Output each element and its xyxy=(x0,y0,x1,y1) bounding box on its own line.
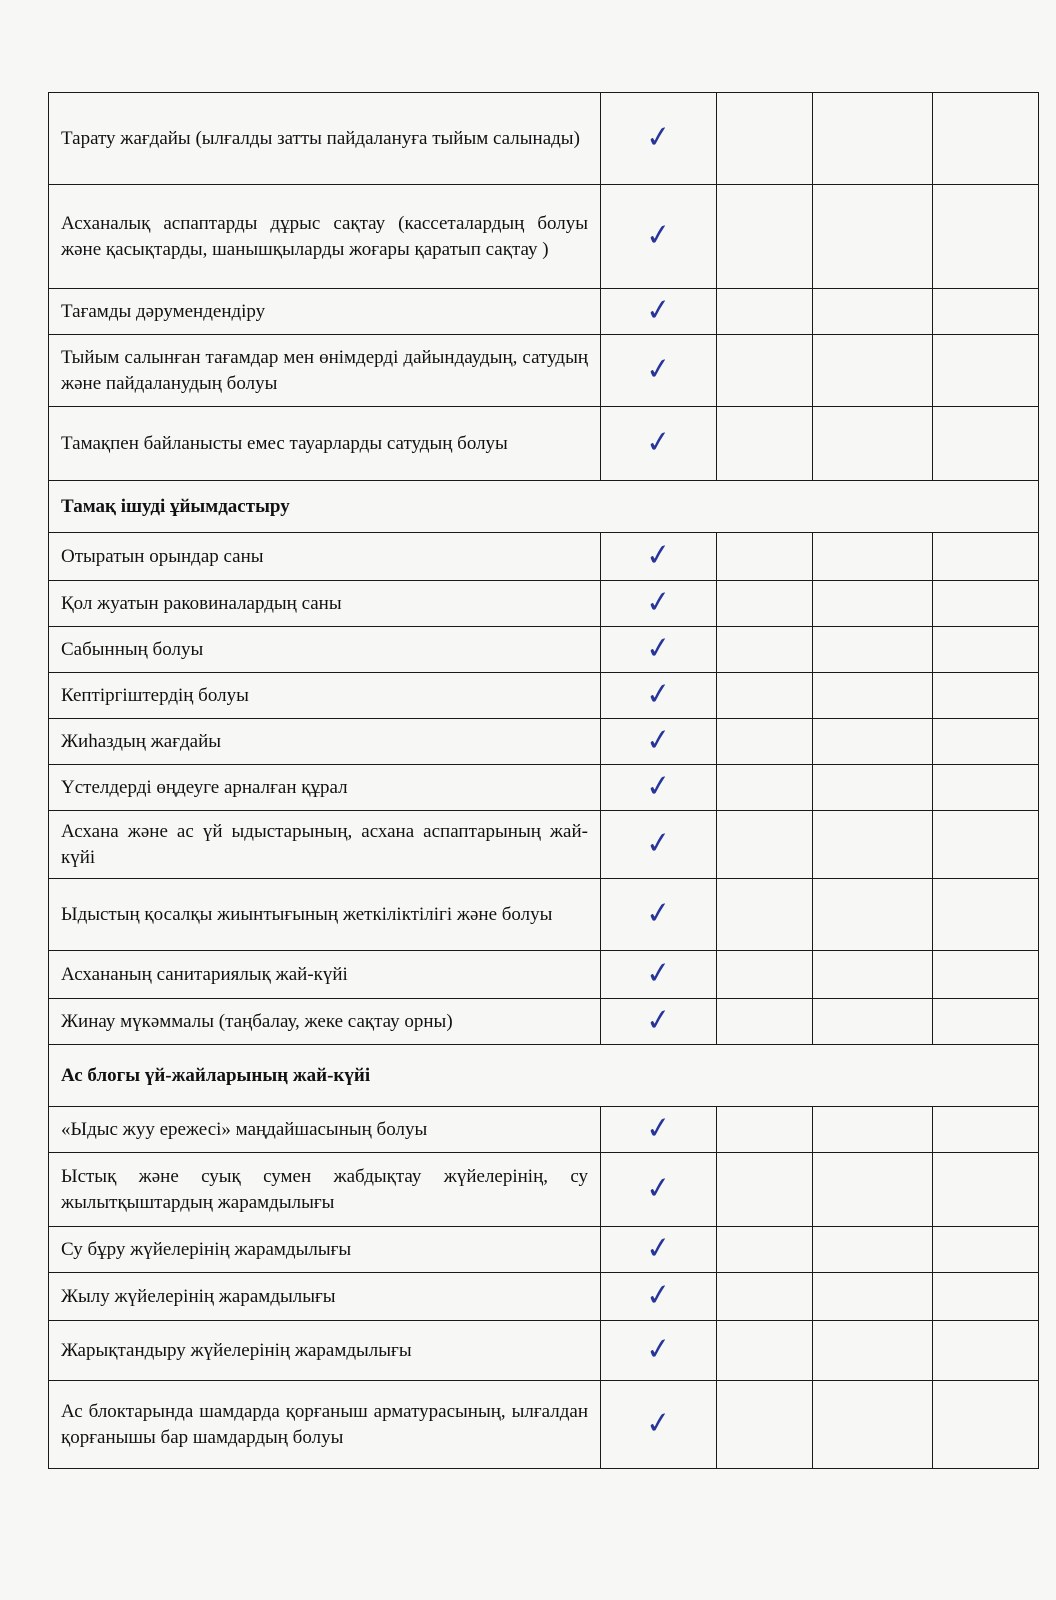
empty-cell xyxy=(717,185,813,289)
empty-cell xyxy=(813,999,933,1045)
empty-cell xyxy=(933,673,1039,719)
empty-cell xyxy=(717,673,813,719)
empty-cell xyxy=(717,627,813,673)
empty-cell xyxy=(717,1153,813,1227)
requirement-text: Су бұру жүйелерінің жарамдылығы xyxy=(49,1227,601,1273)
empty-cell xyxy=(933,533,1039,581)
empty-cell xyxy=(813,879,933,951)
empty-cell xyxy=(813,1321,933,1381)
empty-cell xyxy=(717,1227,813,1273)
empty-cell xyxy=(933,951,1039,999)
table-row xyxy=(49,765,1039,811)
checkmark-icon: ✓ xyxy=(644,1001,673,1040)
empty-cell xyxy=(933,879,1039,951)
compliance-cell xyxy=(601,1153,717,1227)
requirement-text: Тарату жағдайы (ылғалды затты пайдалануға тыйым салынады) xyxy=(49,93,601,185)
empty-cell xyxy=(933,1227,1039,1273)
empty-cell xyxy=(813,951,933,999)
checkmark-icon: ✓ xyxy=(644,894,673,933)
empty-cell xyxy=(717,1381,813,1469)
empty-cell xyxy=(933,1107,1039,1153)
empty-cell xyxy=(813,1273,933,1321)
empty-cell xyxy=(933,407,1039,481)
table-row xyxy=(49,1107,1039,1153)
empty-cell xyxy=(717,765,813,811)
table-row xyxy=(49,1153,1039,1227)
requirement-text: Жылу жүйелерінің жарамдылығы xyxy=(49,1273,601,1321)
empty-cell xyxy=(933,289,1039,335)
empty-cell xyxy=(813,673,933,719)
compliance-cell xyxy=(601,627,717,673)
empty-cell xyxy=(717,1321,813,1381)
empty-cell xyxy=(813,627,933,673)
checkmark-icon: ✓ xyxy=(644,216,673,255)
empty-cell xyxy=(813,1153,933,1227)
empty-cell xyxy=(933,335,1039,407)
table-row xyxy=(49,1381,1039,1469)
checkmark-icon: ✓ xyxy=(644,954,673,993)
section-header-row xyxy=(49,1045,1039,1107)
compliance-cell xyxy=(601,185,717,289)
empty-cell xyxy=(813,407,933,481)
empty-cell xyxy=(933,1321,1039,1381)
compliance-cell xyxy=(601,719,717,765)
compliance-cell xyxy=(601,335,717,407)
requirement-text: Ас блоктарында шамдарда қорғаныш арматурасының, ылғалдан қорғанышы бар шамдардың болуы xyxy=(49,1381,601,1469)
requirement-text: Асхананың санитариялық жай-күйі xyxy=(49,951,601,999)
checkmark-icon: ✓ xyxy=(644,583,673,622)
requirement-text: Ыдыстың қосалқы жиынтығының жеткіліктілігі және болуы xyxy=(49,879,601,951)
compliance-cell xyxy=(601,1227,717,1273)
empty-cell xyxy=(813,289,933,335)
empty-cell xyxy=(933,999,1039,1045)
empty-cell xyxy=(813,1381,933,1469)
checkmark-icon: ✓ xyxy=(644,118,673,157)
empty-cell xyxy=(933,185,1039,289)
empty-cell xyxy=(717,1107,813,1153)
checkmark-icon: ✓ xyxy=(644,721,673,760)
requirement-text: Тамақпен байланысты емес тауарларды сатудың болуы xyxy=(49,407,601,481)
requirement-text: Тағамды дәрумендендіру xyxy=(49,289,601,335)
table-row xyxy=(49,533,1039,581)
requirement-text: Үстелдерді өңдеуге арналған құрал xyxy=(49,765,601,811)
table-row xyxy=(49,185,1039,289)
compliance-cell xyxy=(601,407,717,481)
requirement-text: «Ыдыс жуу ережесі» маңдайшасының болуы xyxy=(49,1107,601,1153)
checkmark-icon: ✓ xyxy=(644,1404,673,1443)
empty-cell xyxy=(813,1107,933,1153)
empty-cell xyxy=(813,185,933,289)
table-row xyxy=(49,673,1039,719)
requirement-text: Жарықтандыру жүйелерінің жарамдылығы xyxy=(49,1321,601,1381)
empty-cell xyxy=(717,289,813,335)
empty-cell xyxy=(813,811,933,879)
checkmark-icon: ✓ xyxy=(644,767,673,806)
empty-cell xyxy=(933,719,1039,765)
compliance-cell xyxy=(601,999,717,1045)
compliance-cell xyxy=(601,673,717,719)
empty-cell xyxy=(717,811,813,879)
checkmark-icon: ✓ xyxy=(644,536,673,575)
requirement-text: Жиһаздың жағдайы xyxy=(49,719,601,765)
table-row xyxy=(49,1321,1039,1381)
table-row xyxy=(49,811,1039,879)
checkmark-icon: ✓ xyxy=(644,1276,673,1315)
table-row xyxy=(49,407,1039,481)
empty-cell xyxy=(933,1273,1039,1321)
table-row xyxy=(49,335,1039,407)
checkmark-icon: ✓ xyxy=(644,824,673,863)
empty-cell xyxy=(813,1227,933,1273)
table-row xyxy=(49,719,1039,765)
table-row xyxy=(49,1273,1039,1321)
empty-cell xyxy=(717,999,813,1045)
empty-cell xyxy=(717,533,813,581)
compliance-cell xyxy=(601,93,717,185)
checkmark-icon: ✓ xyxy=(644,1330,673,1369)
requirement-text: Кептіргіштердің болуы xyxy=(49,673,601,719)
compliance-cell xyxy=(601,581,717,627)
compliance-cell xyxy=(601,951,717,999)
checkmark-icon: ✓ xyxy=(644,291,673,330)
table-row xyxy=(49,93,1039,185)
empty-cell xyxy=(717,407,813,481)
checkmark-icon: ✓ xyxy=(644,350,673,389)
compliance-cell xyxy=(601,289,717,335)
compliance-cell xyxy=(601,533,717,581)
empty-cell xyxy=(813,335,933,407)
checkmark-icon: ✓ xyxy=(644,1169,673,1208)
table-row xyxy=(49,999,1039,1045)
requirement-text: Тыйым салынған тағамдар мен өнімдерді дайындаудың, сатудың және пайдаланудың болуы xyxy=(49,335,601,407)
section-title: Ас блогы үй-жайларының жай-күйі xyxy=(49,1045,1039,1107)
empty-cell xyxy=(717,335,813,407)
empty-cell xyxy=(933,93,1039,185)
table-row xyxy=(49,289,1039,335)
empty-cell xyxy=(717,1273,813,1321)
table-row xyxy=(49,951,1039,999)
empty-cell xyxy=(813,533,933,581)
compliance-cell xyxy=(601,1381,717,1469)
table-row xyxy=(49,1227,1039,1273)
table-row xyxy=(49,627,1039,673)
empty-cell xyxy=(813,93,933,185)
empty-cell xyxy=(933,765,1039,811)
compliance-cell xyxy=(601,1273,717,1321)
empty-cell xyxy=(717,951,813,999)
checkmark-icon: ✓ xyxy=(644,1109,673,1148)
empty-cell xyxy=(933,627,1039,673)
table-row xyxy=(49,879,1039,951)
inspection-checklist-table xyxy=(48,92,1039,1469)
table-row xyxy=(49,581,1039,627)
compliance-cell xyxy=(601,879,717,951)
checkmark-icon: ✓ xyxy=(644,423,673,462)
empty-cell xyxy=(933,1153,1039,1227)
compliance-cell xyxy=(601,1321,717,1381)
empty-cell xyxy=(933,1381,1039,1469)
section-header-row xyxy=(49,481,1039,533)
checkmark-icon: ✓ xyxy=(644,1229,673,1268)
requirement-text: Сабынның болуы xyxy=(49,627,601,673)
empty-cell xyxy=(813,765,933,811)
empty-cell xyxy=(717,719,813,765)
empty-cell xyxy=(717,581,813,627)
empty-cell xyxy=(933,581,1039,627)
requirement-text: Отыратын орындар саны xyxy=(49,533,601,581)
compliance-cell xyxy=(601,765,717,811)
checkmark-icon: ✓ xyxy=(644,675,673,714)
requirement-text: Ыстық және суық сумен жабдықтау жүйелерінің, су жылытқыштардың жарамдылығы xyxy=(49,1153,601,1227)
empty-cell xyxy=(717,93,813,185)
section-title: Тамақ ішуді ұйымдастыру xyxy=(49,481,1039,533)
empty-cell xyxy=(717,879,813,951)
requirement-text: Асханалық аспаптарды дұрыс сақтау (кассеталардың болуы және қасықтарды, шанышқыларды жоғары қаратып сақтау ) xyxy=(49,185,601,289)
requirement-text: Асхана және ас үй ыдыстарының, асхана аспаптарының жай-күйі xyxy=(49,811,601,879)
empty-cell xyxy=(813,719,933,765)
requirement-text: Қол жуатын раковиналардың саны xyxy=(49,581,601,627)
requirement-text: Жинау мүкәммалы (таңбалау, жеке сақтау орны) xyxy=(49,999,601,1045)
checkmark-icon: ✓ xyxy=(644,629,673,668)
empty-cell xyxy=(933,811,1039,879)
empty-cell xyxy=(813,581,933,627)
compliance-cell xyxy=(601,1107,717,1153)
compliance-cell xyxy=(601,811,717,879)
